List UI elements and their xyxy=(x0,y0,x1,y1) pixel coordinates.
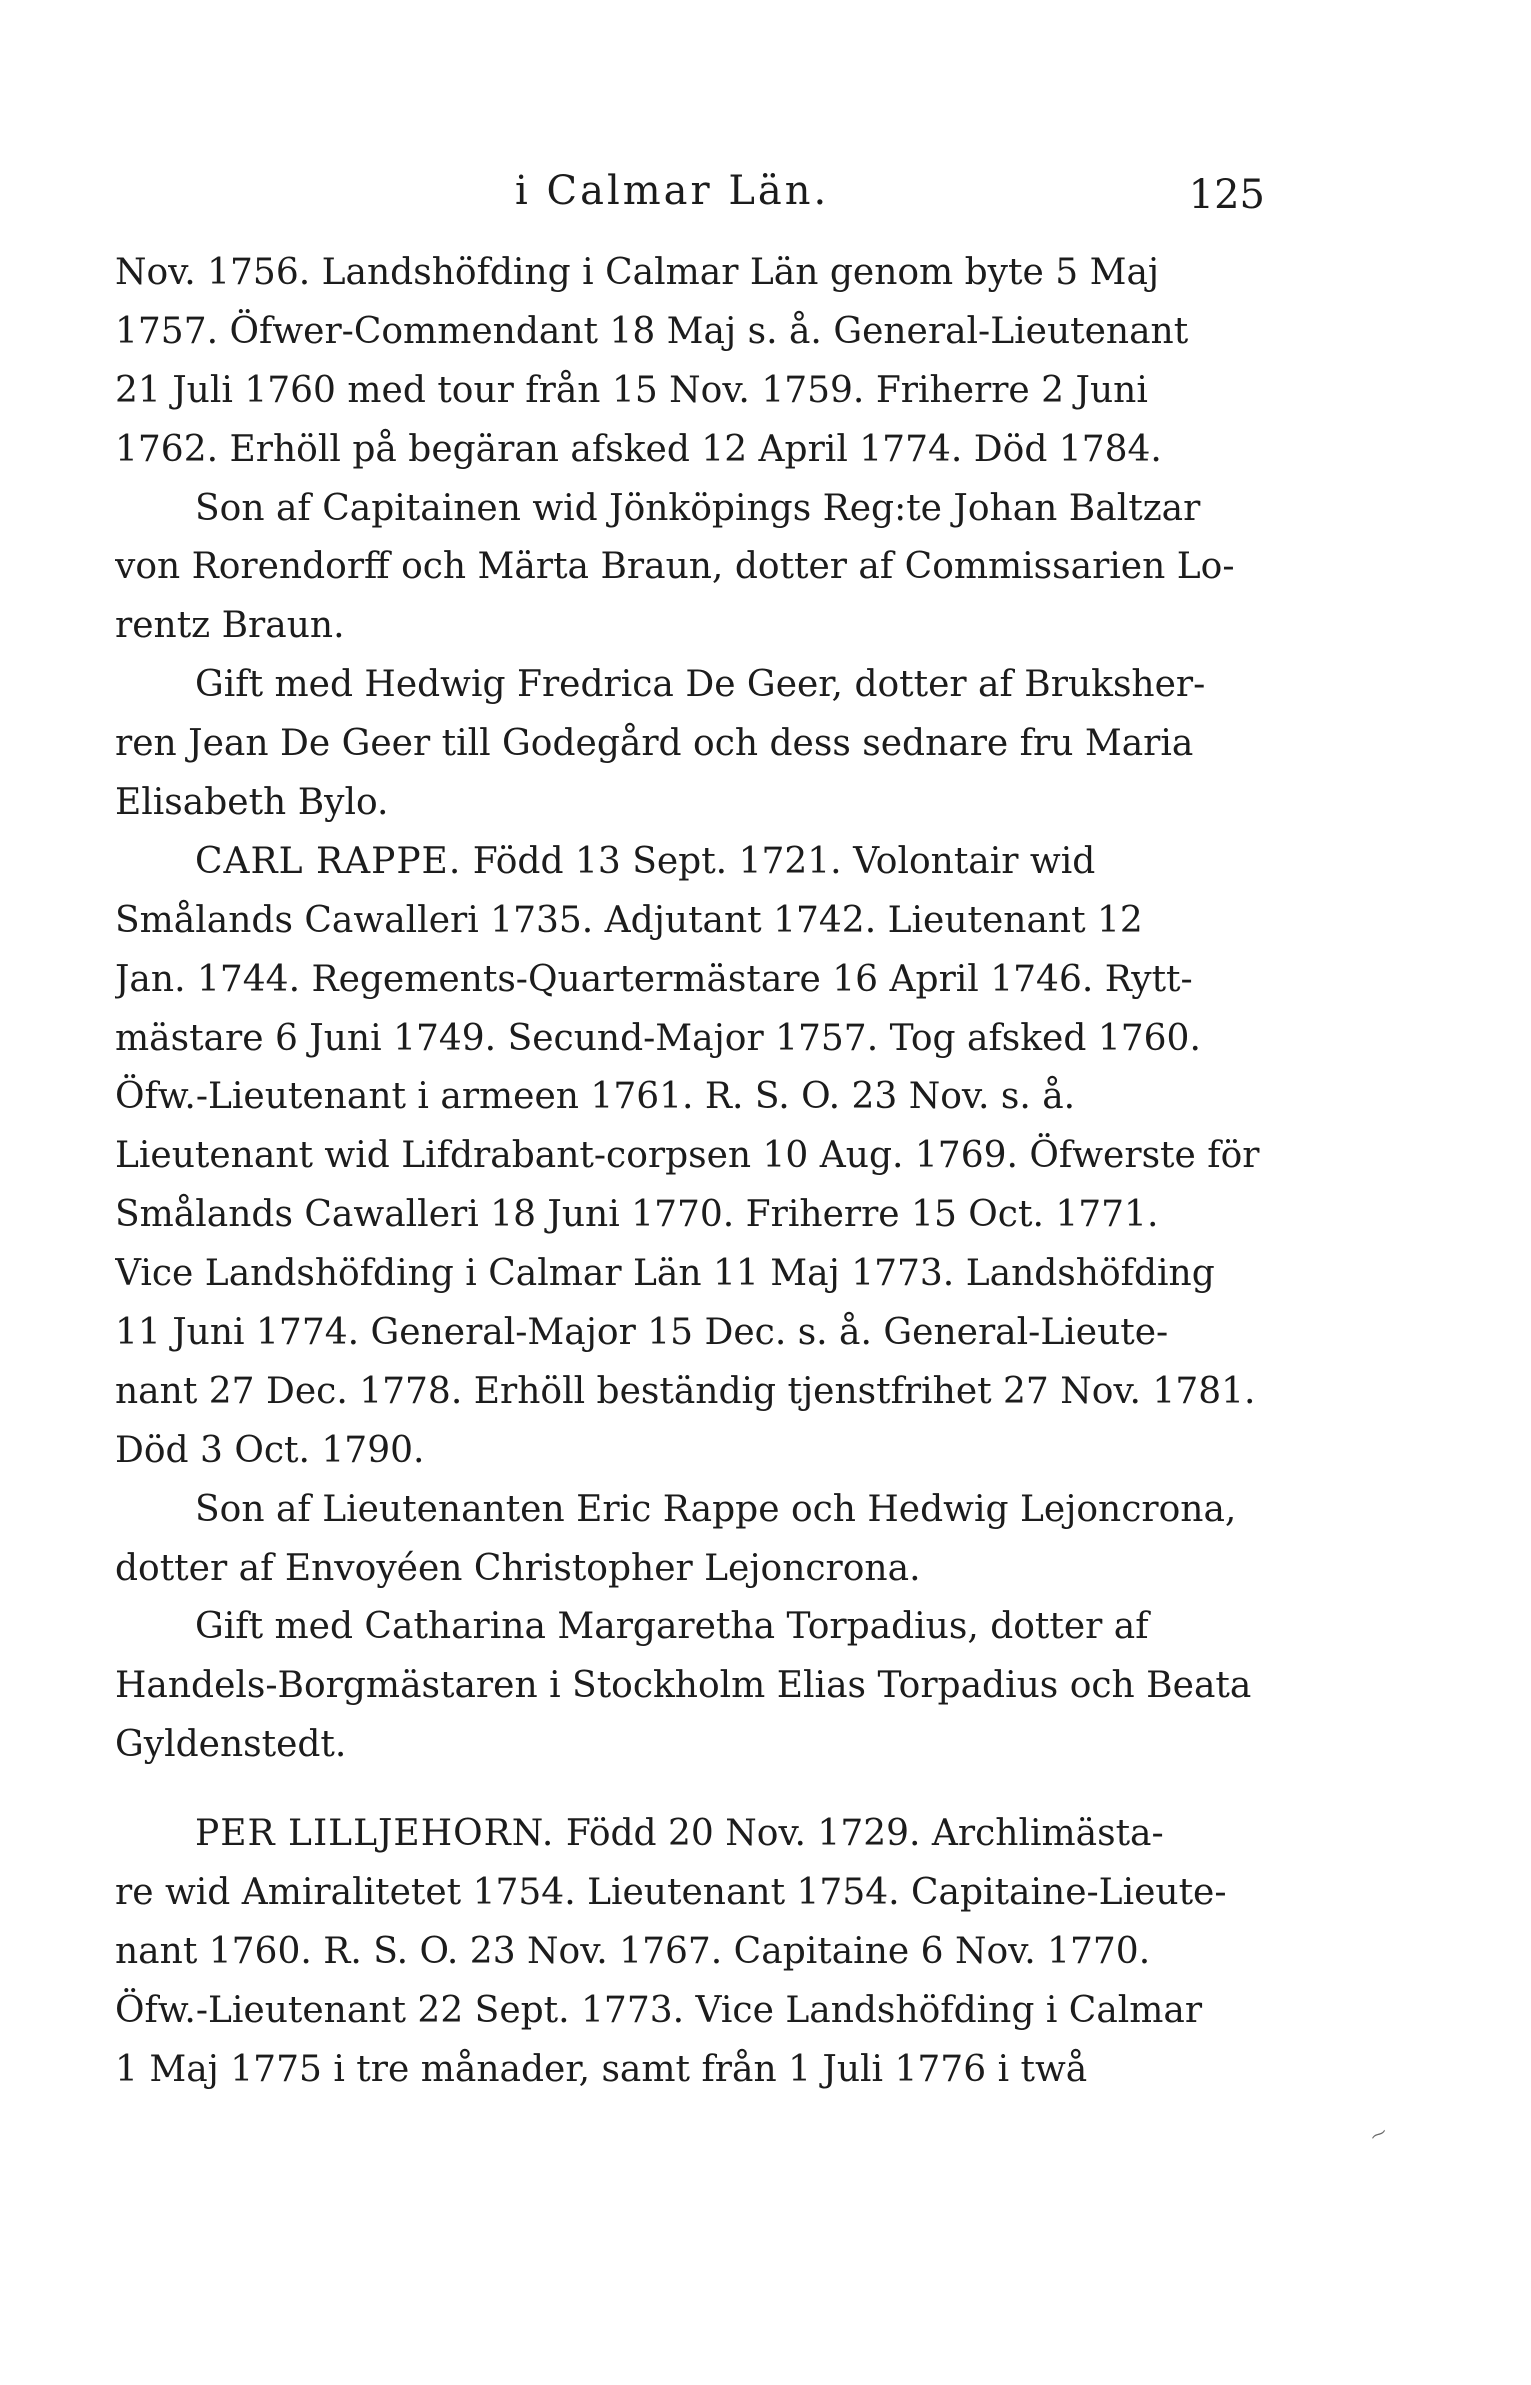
text-line: Öfw.-Lieutenant i armeen 1761. R. S. O. 23 Nov. s. å. xyxy=(115,1076,1076,1118)
text-line: Son af Lieutenanten Eric Rappe och Hedwig Lejoncrona, xyxy=(195,1488,1237,1530)
text-line: Öfw.-Lieutenant 22 Sept. 1773. Vice Landshöfding i Calmar xyxy=(115,1989,1203,2031)
page-header xyxy=(115,168,1265,228)
entry-first-line xyxy=(115,833,1265,892)
text-line: Gift med Hedwig Fredrica De Geer, dotter af Bruksher- xyxy=(195,664,1206,706)
text-line: rentz Braun. xyxy=(115,605,345,647)
entry-text: Född 13 Sept. 1721. Volontair wid xyxy=(472,840,1096,882)
text-line: dotter af Envoyéen Christopher Lejoncrona. xyxy=(115,1547,921,1589)
text-line: nant 27 Dec. 1778. Erhöll beständig tjenstfrihet 27 Nov. 1781. xyxy=(115,1370,1256,1412)
text-line: Gift med Catharina Margaretha Torpadius, dotter af xyxy=(195,1606,1149,1648)
text-line: 21 Juli 1760 med tour från 15 Nov. 1759. Friherre 2 Juni xyxy=(115,369,1148,411)
text-line: Vice Landshöfding i Calmar Län 11 Maj 1773. Landshöfding xyxy=(115,1253,1215,1295)
text-line: Smålands Cawalleri 1735. Adjutant 1742. Lieutenant 12 xyxy=(115,899,1143,941)
text-line: ren Jean De Geer till Godegård och dess sednare fru Maria xyxy=(115,723,1194,765)
text-line: re wid Amiralitetet 1754. Lieutenant 1754. Capitaine-Lieute- xyxy=(115,1872,1227,1914)
text-line: von Rorendorff och Märta Braun, dotter af Commissarien Lo- xyxy=(115,546,1235,588)
text-line: 1757. Öfwer-Commendant 18 Maj s. å. General-Lieutenant xyxy=(115,310,1189,352)
text-line: Handels-Borgmästaren i Stockholm Elias Torpadius och Beata xyxy=(115,1665,1252,1707)
text-line: Son af Capitainen wid Jönköpings Reg:te Johan Baltzar xyxy=(195,487,1201,529)
text-line: Död 3 Oct. 1790. xyxy=(115,1429,425,1471)
text-line: 11 Juni 1774. General-Major 15 Dec. s. å. General-Lieute- xyxy=(115,1312,1169,1354)
text-line: Smålands Cawalleri 18 Juni 1770. Friherre 15 Oct. 1771. xyxy=(115,1194,1159,1236)
text-line: 1762. Erhöll på begäran afsked 12 April 1774. Död 1784. xyxy=(115,428,1162,470)
text-line: mästare 6 Juni 1749. Secund-Major 1757. Tog afsked 1760. xyxy=(115,1017,1201,1059)
page-number: 125 xyxy=(1188,172,1265,218)
text-line: Lieutenant wid Lifdrabant-corpsen 10 Aug. 1769. Öfwerste för xyxy=(115,1135,1260,1177)
text-line: nant 1760. R. S. O. 23 Nov. 1767. Capitaine 6 Nov. 1770. xyxy=(115,1930,1151,1972)
text-line: Jan. 1744. Regements-Quartermästare 16 April 1746. Rytt- xyxy=(115,958,1193,1000)
running-title: i Calmar Län. xyxy=(515,168,830,214)
text-line: Nov. 1756. Landshöfding i Calmar Län genom byte 5 Maj xyxy=(115,252,1160,293)
entry-name-carl-rappe: CARL RAPPE. xyxy=(195,840,462,882)
entry-name-per-lilljehorn: PER LILLJEHORN. xyxy=(195,1813,555,1855)
entry-text: Född 20 Nov. 1729. Archlimästa- xyxy=(565,1813,1164,1855)
text-line: Elisabeth Bylo. xyxy=(115,782,389,824)
ink-smudge-mark: ⁓ xyxy=(1366,2121,1390,2147)
section-gap xyxy=(115,1775,1265,1805)
text-line: Gyldenstedt. xyxy=(115,1724,347,1766)
entry-first-line xyxy=(115,1805,1265,1864)
text-line: 1 Maj 1775 i tre månader, samt från 1 Juli 1776 i twå xyxy=(115,2048,1088,2090)
body-text xyxy=(115,244,1265,2100)
